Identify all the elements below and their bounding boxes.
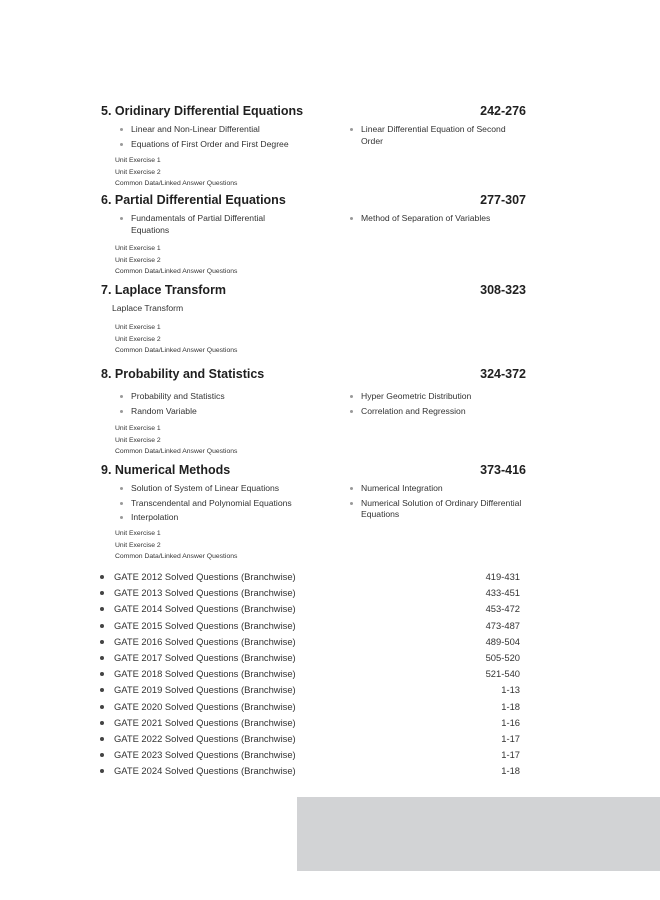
gate-paper-row (97, 619, 522, 635)
gate-paper-row (97, 651, 522, 667)
chapter-9 (101, 463, 526, 561)
gate-paper-pages: 1-13 (501, 684, 520, 696)
topic-item: Correlation and Regression (349, 406, 524, 418)
exercise-item: Unit Exercise 2 (115, 335, 161, 343)
chapter-title: 9. Numerical Methods (101, 463, 231, 477)
gate-paper-row (97, 683, 522, 699)
topic-item: Linear Differential Equation of Second Order (349, 124, 524, 147)
chapter-page-range: 373-416 (480, 463, 526, 477)
bullet-icon (100, 656, 104, 660)
bullet-icon (100, 737, 104, 741)
topic-item: Equations of First Order and First Degree (119, 139, 319, 151)
exercise-item: Unit Exercise 2 (115, 541, 161, 549)
gate-paper-label: GATE 2013 Solved Questions (Branchwise) (114, 587, 296, 599)
bullet-icon (120, 487, 123, 490)
gate-paper-label: GATE 2022 Solved Questions (Branchwise) (114, 732, 296, 744)
gate-paper-row (97, 732, 522, 748)
gate-paper-row (97, 716, 522, 732)
bullet-icon (350, 410, 353, 413)
exercise-item: Common Data/Linked Answer Questions (115, 553, 238, 561)
gate-paper-label: GATE 2017 Solved Questions (Branchwise) (114, 651, 296, 663)
gate-paper-pages: 433-451 (485, 587, 520, 599)
exercise-list (115, 155, 237, 190)
bullet-icon (120, 410, 123, 413)
gate-paper-label: GATE 2023 Solved Questions (Branchwise) (114, 749, 296, 761)
chapter-page-range: 242-276 (480, 104, 526, 118)
gate-paper-row (97, 700, 522, 716)
topic-item: Random Variable (119, 406, 319, 418)
exercise-item: Common Data/Linked Answer Questions (115, 448, 238, 456)
gate-paper-row (97, 635, 522, 651)
chapter-title: 7. Laplace Transform (101, 283, 227, 297)
chapter-title: 8. Probability and Statistics (101, 367, 265, 381)
topic-item: Numerical Solution of Ordinary Differential Equations (349, 498, 524, 521)
chapter-5 (101, 104, 526, 188)
topic-item: Interpolation (119, 512, 319, 524)
chapter-page-range: 277-307 (480, 193, 526, 207)
gate-paper-row (97, 586, 522, 602)
exercise-item: Unit Exercise 2 (115, 168, 161, 176)
bullet-icon (120, 502, 123, 505)
bullet-icon (350, 502, 353, 505)
topic-item: Laplace Transform (112, 303, 184, 313)
gate-paper-row (97, 748, 522, 764)
exercise-item: Unit Exercise 1 (115, 157, 161, 164)
bullet-icon (120, 395, 123, 398)
bullet-icon (100, 753, 104, 757)
bullet-icon (350, 395, 353, 398)
gate-paper-pages: 473-487 (485, 619, 520, 631)
bullet-icon (100, 672, 104, 676)
gate-paper-label: GATE 2012 Solved Questions (Branchwise) (114, 571, 296, 582)
gate-paper-label: GATE 2015 Solved Questions (Branchwise) (114, 619, 296, 631)
exercise-item: Unit Exercise 2 (115, 256, 161, 264)
exercise-item: Unit Exercise 1 (115, 324, 161, 331)
gate-paper-label: GATE 2021 Solved Questions (Branchwise) (114, 716, 296, 728)
chapter-6 (101, 193, 526, 276)
gate-paper-row (97, 602, 522, 618)
gate-paper-pages: 489-504 (485, 635, 520, 647)
bullet-icon (120, 217, 123, 220)
bullet-icon (350, 217, 353, 220)
gate-paper-label: GATE 2019 Solved Questions (Branchwise) (114, 684, 296, 696)
gate-paper-pages: 1-16 (501, 716, 520, 728)
bullet-icon (100, 591, 104, 595)
exercise-item: Unit Exercise 1 (115, 530, 161, 537)
bullet-icon (100, 721, 104, 725)
gate-paper-pages: 1-17 (501, 749, 520, 761)
chapter-title: 5. Oridinary Differential Equations (101, 104, 304, 118)
gate-papers-list (97, 570, 522, 780)
gate-paper-row (97, 570, 522, 586)
bullet-icon (100, 575, 104, 579)
exercise-list (115, 322, 237, 357)
gate-paper-pages: 1-18 (501, 765, 520, 777)
bullet-icon (120, 143, 123, 146)
topic-item: Linear and Non-Linear Differential (119, 124, 319, 136)
bullet-icon (350, 487, 353, 490)
gate-paper-label: GATE 2018 Solved Questions (Branchwise) (114, 668, 296, 680)
chapter-8 (101, 367, 526, 456)
gate-paper-label: GATE 2024 Solved Questions (Branchwise) (114, 765, 296, 777)
gate-paper-pages: 419-431 (485, 571, 520, 582)
bullet-icon (100, 640, 104, 644)
topic-item: Transcendental and Polynomial Equations (119, 498, 319, 510)
exercise-item: Common Data/Linked Answer Questions (115, 268, 238, 276)
chapter-page-range: 308-323 (480, 283, 526, 297)
chapter-page-range: 324-372 (480, 367, 526, 381)
exercise-list (115, 528, 237, 563)
chapter-title: 6. Partial Differential Equations (101, 193, 286, 207)
gate-paper-pages: 521-540 (485, 668, 520, 680)
exercise-item: Common Data/Linked Answer Questions (115, 347, 238, 355)
gate-paper-label: GATE 2016 Solved Questions (Branchwise) (114, 635, 296, 647)
bullet-icon (100, 688, 104, 692)
topic-item: Hyper Geometric Distribution (349, 391, 524, 403)
bullet-icon (100, 624, 104, 628)
exercise-item: Common Data/Linked Answer Questions (115, 180, 238, 188)
gate-paper-row (97, 667, 522, 683)
topic-item: Probability and Statistics (119, 391, 319, 403)
exercise-item: Unit Exercise 1 (115, 425, 161, 432)
bullet-icon (100, 607, 104, 611)
bullet-icon (100, 769, 104, 773)
topic-item: Method of Separation of Variables (349, 213, 524, 225)
bullet-icon (120, 516, 123, 519)
exercise-item: Unit Exercise 2 (115, 436, 161, 444)
topic-item: Solution of System of Linear Equations (119, 483, 319, 495)
chapter-7 (101, 283, 526, 355)
exercise-item: Unit Exercise 1 (115, 245, 161, 252)
grey-footer-panel (297, 797, 660, 871)
bullet-icon (350, 128, 353, 131)
bullet-icon (120, 128, 123, 131)
topic-item: Numerical Integration (349, 483, 524, 495)
gate-paper-pages: 505-520 (485, 651, 520, 663)
topic-item: Fundamentals of Partial Differential Equations (119, 213, 281, 236)
gate-paper-row (97, 764, 522, 780)
bullet-icon (100, 705, 104, 709)
exercise-list (115, 243, 237, 278)
gate-paper-label: GATE 2014 Solved Questions (Branchwise) (114, 603, 296, 615)
gate-paper-pages: 453-472 (485, 603, 520, 615)
gate-paper-pages: 1-18 (501, 700, 520, 712)
gate-paper-pages: 1-17 (501, 732, 520, 744)
exercise-list (115, 423, 237, 458)
gate-paper-label: GATE 2020 Solved Questions (Branchwise) (114, 700, 296, 712)
